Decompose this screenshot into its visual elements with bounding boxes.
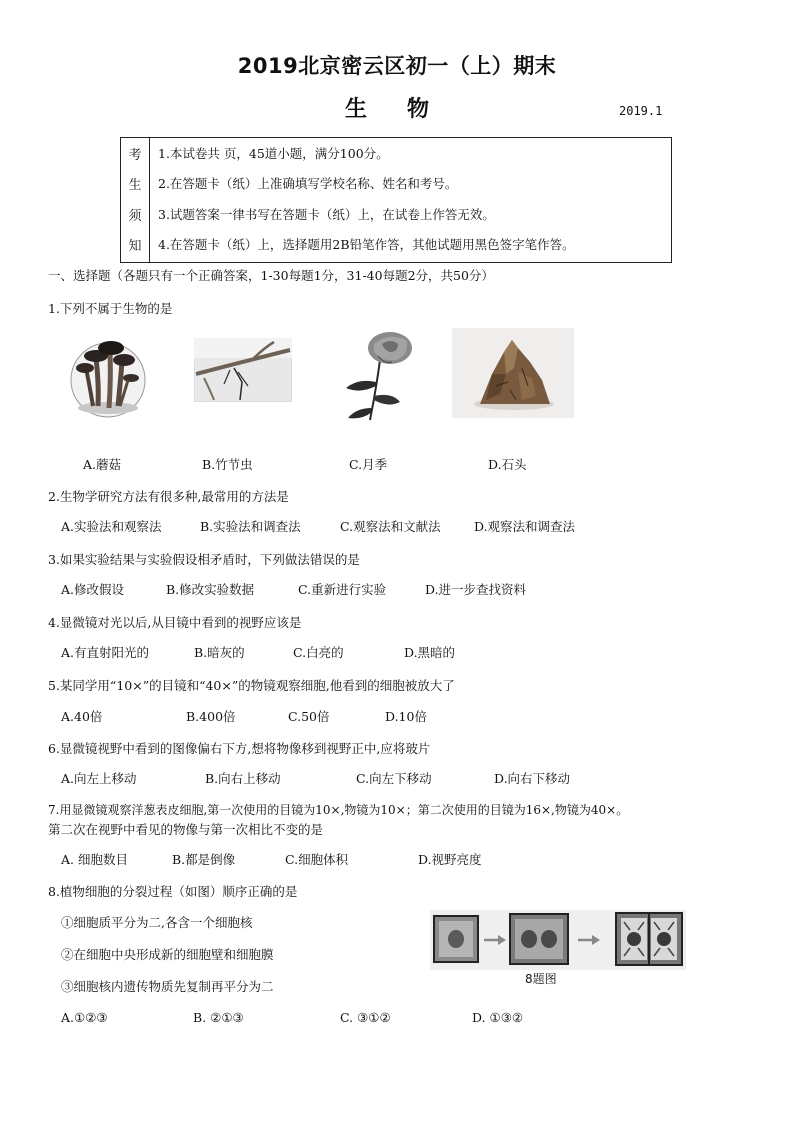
option-d: D.视野亮度 <box>418 852 482 867</box>
option-b: B.向右上移动 <box>205 771 281 786</box>
option-a: A.蘑菇 <box>83 457 122 472</box>
stick-insect-image <box>194 338 292 402</box>
option-b: B.暗灰的 <box>194 645 245 660</box>
option-d: D.进一步查找资料 <box>425 582 527 597</box>
option-a: A.①②③ <box>61 1010 108 1025</box>
cell-division-figure <box>430 910 686 970</box>
option-a: A.修改假设 <box>61 582 125 597</box>
page-title: 2019北京密云区初一（上）期末 <box>237 54 557 78</box>
option-c: C.重新进行实验 <box>298 582 387 597</box>
question-stem: 7.用显微镜观察洋葱表皮细胞,第一次使用的目镜为10×,物镜为10×；第二次使用的目镜为16×,物镜为40×。 <box>48 803 629 817</box>
option-a: A. 细胞数目 <box>61 852 128 867</box>
option-b: B.400倍 <box>186 709 236 724</box>
option-d: D.10倍 <box>385 709 427 724</box>
option-a: A.向左上移动 <box>61 771 137 786</box>
option-b: B.竹节虫 <box>202 457 253 472</box>
rock-image <box>452 328 574 418</box>
option-b: B.实验法和调查法 <box>200 519 301 534</box>
question-stem: 5.某同学用“10×”的目镜和“40×”的物镜观察细胞,他看到的细胞被放大了 <box>48 678 455 693</box>
mushroom-image <box>68 328 148 422</box>
option-d: D.观察法和调查法 <box>474 519 576 534</box>
division-step: ②在细胞中央形成新的细胞壁和细胞膜 <box>61 947 274 962</box>
notice-label-column <box>121 138 150 262</box>
division-step: ①细胞质平分为二,各含一个细胞核 <box>61 915 253 930</box>
option-c: C.月季 <box>349 457 388 472</box>
option-d: D. ①③② <box>472 1010 524 1025</box>
option-a: A.40倍 <box>61 709 103 724</box>
option-c: C. ③①② <box>340 1010 391 1025</box>
notice-label-char: 须 <box>128 209 142 224</box>
question-stem: 3.如果实验结果与实验假设相矛盾时，下列做法错误的是 <box>48 552 360 567</box>
question-stem-continued: 第二次在视野中看见的物像与第一次相比不变的是 <box>48 822 324 837</box>
question-stem: 8.植物细胞的分裂过程（如图）顺序正确的是 <box>48 884 298 899</box>
notice-line: 3.试题答案一律书写在答题卡（纸）上，在试卷上作答无效。 <box>158 207 495 222</box>
notice-line: 2.在答题卡（纸）上准确填写学校名称、姓名和考号。 <box>158 176 458 191</box>
option-a: A.有直射阳光的 <box>61 645 150 660</box>
option-c: C.50倍 <box>288 709 330 724</box>
option-c: C.观察法和文献法 <box>340 519 441 534</box>
question-stem: 2.生物学研究方法有很多种,最常用的方法是 <box>48 489 289 504</box>
option-c: C.白亮的 <box>293 645 344 660</box>
option-a: A.实验法和观察法 <box>61 519 162 534</box>
rose-image <box>338 330 422 422</box>
figure-caption: 8题图 <box>525 972 557 986</box>
option-b: B.修改实验数据 <box>166 582 255 597</box>
section-heading: 一、选择题（各题只有一个正确答案，1-30每题1分，31-40每题2分，共50分） <box>48 268 494 283</box>
exam-date: 2019.1 <box>619 104 663 118</box>
subject-title: 生物 <box>345 97 470 122</box>
notice-label-char: 生 <box>128 178 142 193</box>
question-stem: 4.显微镜对光以后,从目镜中看到的视野应该是 <box>48 615 302 630</box>
option-c: C.细胞体积 <box>285 852 349 867</box>
option-d: D.黑暗的 <box>404 645 456 660</box>
option-c: C.向左下移动 <box>356 771 432 786</box>
notice-label-char: 考 <box>128 148 142 163</box>
question-stem: 1.下列不属于生物的是 <box>48 301 173 316</box>
notice-line: 4.在答题卡（纸）上，选择题用2B铅笔作答，其他试题用黑色签字笔作答。 <box>158 237 575 252</box>
question-stem: 6.显微镜视野中看到的图像偏右下方,想将物像移到视野正中,应将玻片 <box>48 741 431 756</box>
division-step: ③细胞核内遗传物质先复制再平分为二 <box>61 979 274 994</box>
notice-line: 1.本试卷共 页，45道小题，满分100分。 <box>158 146 389 161</box>
notice-label-char: 知 <box>128 239 142 254</box>
option-d: D.向右下移动 <box>494 771 571 786</box>
exam-notice-box <box>120 137 672 263</box>
option-d: D.石头 <box>488 457 527 472</box>
option-b: B.都是倒像 <box>172 852 236 867</box>
option-b: B. ②①③ <box>193 1010 244 1025</box>
